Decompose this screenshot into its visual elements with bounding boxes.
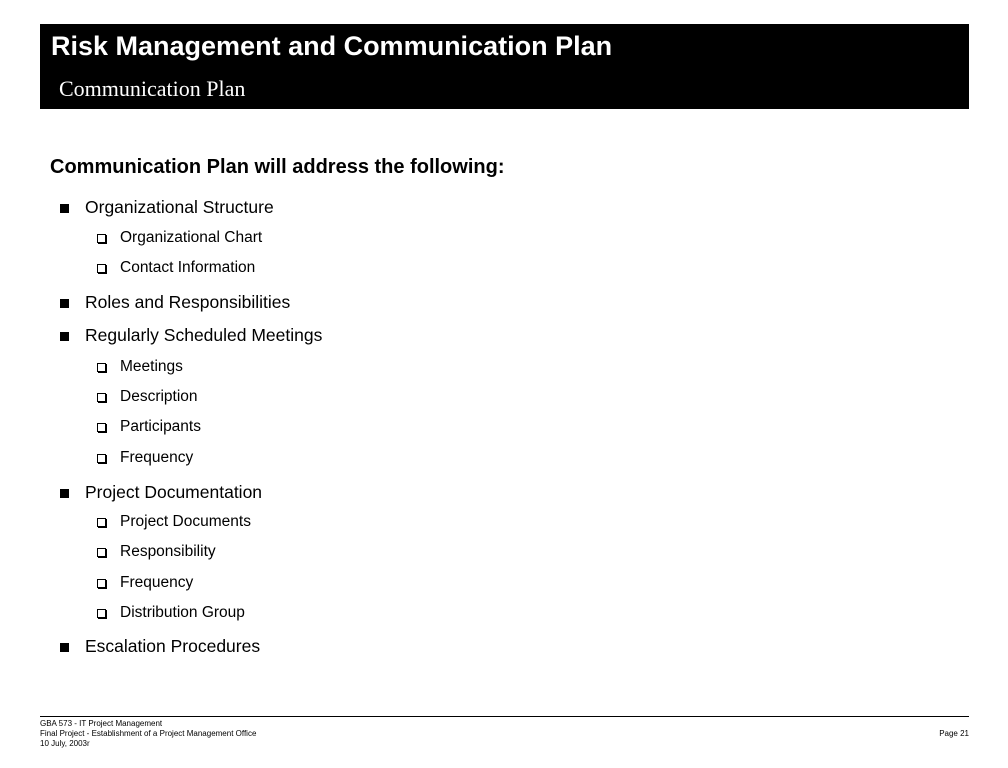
hollow-square-bullet-icon [97, 548, 106, 557]
filled-square-bullet-icon [60, 332, 69, 341]
footer-info [40, 719, 256, 749]
filled-square-bullet-icon [60, 299, 69, 308]
footer-course: GBA 573 - IT Project Management [40, 719, 163, 728]
hollow-square-bullet-icon [97, 393, 106, 402]
slide-title: Risk Management and Communication Plan [51, 31, 613, 61]
list-item-text: Escalation Procedures [85, 636, 261, 656]
hollow-square-bullet-icon [97, 518, 106, 527]
list-item-text: Distribution Group [120, 604, 245, 621]
list-item-text: Project Documentation [85, 482, 263, 502]
list-item-text: Organizational Chart [120, 229, 263, 246]
list-item-text: Frequency [120, 574, 194, 591]
hollow-square-bullet-icon [97, 234, 106, 243]
filled-square-bullet-icon [60, 489, 69, 498]
footer-project: Final Project - Establishment of a Project Management Office [40, 729, 257, 738]
list-item-text: Regularly Scheduled Meetings [85, 325, 323, 345]
hollow-square-bullet-icon [97, 579, 106, 588]
footer-date: 10 July, 2003r [40, 739, 90, 748]
hollow-square-bullet-icon [97, 264, 106, 273]
slide-subtitle: Communication Plan [59, 76, 246, 101]
list-item-text: Responsibility [120, 543, 216, 560]
filled-square-bullet-icon [60, 204, 69, 213]
list-item-text: Roles and Responsibilities [85, 292, 291, 312]
section-heading: Communication Plan will address the following: [50, 156, 505, 178]
list-item-text: Meetings [120, 358, 183, 375]
hollow-square-bullet-icon [97, 363, 106, 372]
hollow-square-bullet-icon [97, 423, 106, 432]
list-item-text: Contact Information [120, 259, 256, 276]
filled-square-bullet-icon [60, 643, 69, 652]
footer-divider [40, 716, 969, 717]
list-item-text: Organizational Structure [85, 197, 274, 217]
hollow-square-bullet-icon [97, 609, 106, 618]
list-item-text: Description [120, 388, 198, 405]
list-item-text: Frequency [120, 449, 194, 466]
list-item-text: Participants [120, 418, 201, 435]
hollow-square-bullet-icon [97, 454, 106, 463]
page-number: Page 21 [939, 729, 969, 738]
list-item-text: Project Documents [120, 513, 251, 530]
